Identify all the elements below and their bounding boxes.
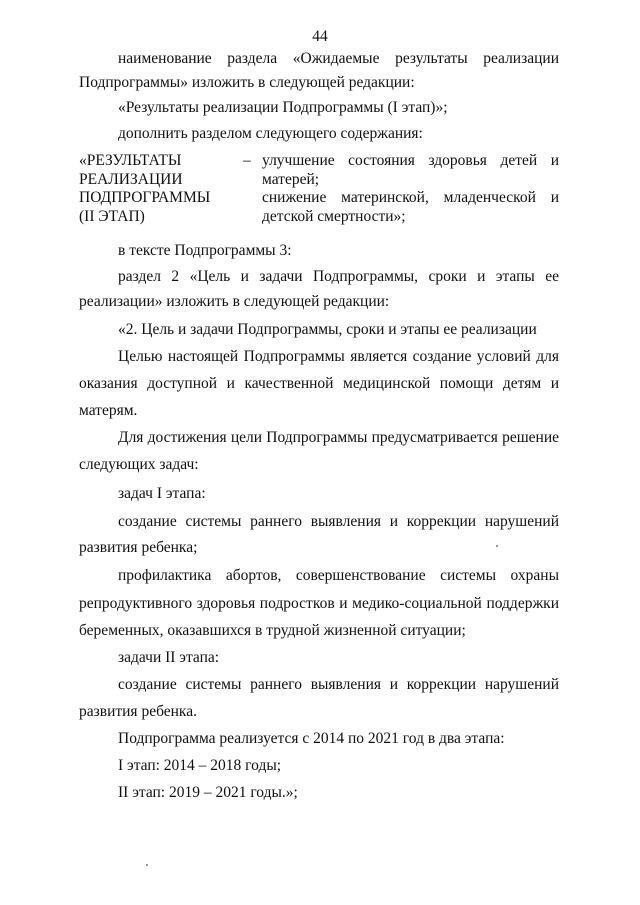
text-line: профилактика абортов, совершенствование системы охраны	[118, 567, 559, 584]
section-heading: «2. Цель и задачи Подпрограммы, сроки и этапы ее реализации	[118, 321, 537, 338]
text-line: раздел 2 «Цель и задачи Подпрограммы, сроки и этапы ее	[118, 268, 559, 285]
text-line: задачи II этапа:	[118, 649, 220, 666]
text-line: II этап: 2019 – 2021 годы.»;	[118, 784, 298, 801]
text-line: I этап: 2014 – 2018 годы;	[118, 757, 282, 774]
text-line: реализации» изложить в следующей редакции:	[79, 293, 390, 310]
text-line: задач I этапа:	[118, 485, 206, 502]
results-table-left	[79, 152, 239, 226]
text-line: развития ребенка.	[79, 703, 197, 720]
scan-speck	[496, 545, 498, 547]
table-right-line: детской смертности»;	[262, 207, 406, 225]
table-left-line: ПОДПРОГРАММЫ	[79, 189, 211, 206]
table-left-line: (II ЭТАП)	[79, 207, 145, 225]
text-line: беременных, оказавшихся в трудной жизненной ситуации;	[79, 622, 466, 639]
text-line: наименование раздела «Ожидаемые результаты реализации	[118, 50, 559, 67]
table-right-line: улучшение состояния здоровья детей и	[262, 152, 559, 169]
text-line: создание системы раннего выявления и коррекции нарушений	[118, 676, 559, 693]
text-line: «Результаты реализации Подпрограммы (I этап)»;	[118, 99, 448, 116]
text-line: в тексте Подпрограммы 3:	[118, 242, 292, 259]
table-dash: –	[243, 152, 251, 169]
text-line: Целью настоящей Подпрограммы является создание условий для	[118, 348, 559, 365]
text-line: Для достижения цели Подпрограммы предусматривается решение	[118, 429, 559, 446]
text-line: репродуктивного здоровья подростков и медико-социальной поддержки	[79, 595, 559, 612]
text-line: Подпрограммы» изложить в следующей редакции:	[79, 74, 415, 91]
table-left-line: «РЕЗУЛЬТАТЫ	[79, 152, 182, 169]
results-table-right	[262, 152, 559, 226]
text-line: матерям.	[79, 402, 138, 419]
text-line: следующих задач:	[79, 456, 199, 473]
text-line: дополнить разделом следующего содержания:	[118, 125, 423, 142]
text-line: оказания доступной и качественной медицинской помощи детям и	[79, 375, 559, 392]
table-right-line: снижение материнской, младенческой и	[262, 189, 559, 206]
page-number: 44	[312, 28, 328, 45]
scan-speck	[146, 864, 148, 866]
table-left-line: РЕАЛИЗАЦИИ	[79, 170, 183, 188]
text-line: развития ребенка;	[79, 539, 198, 556]
table-right-line: матерей;	[262, 170, 320, 188]
text-line: Подпрограмма реализуется с 2014 по 2021 год в два этапа:	[118, 730, 505, 747]
text-line: создание системы раннего выявления и коррекции нарушений	[118, 513, 559, 530]
